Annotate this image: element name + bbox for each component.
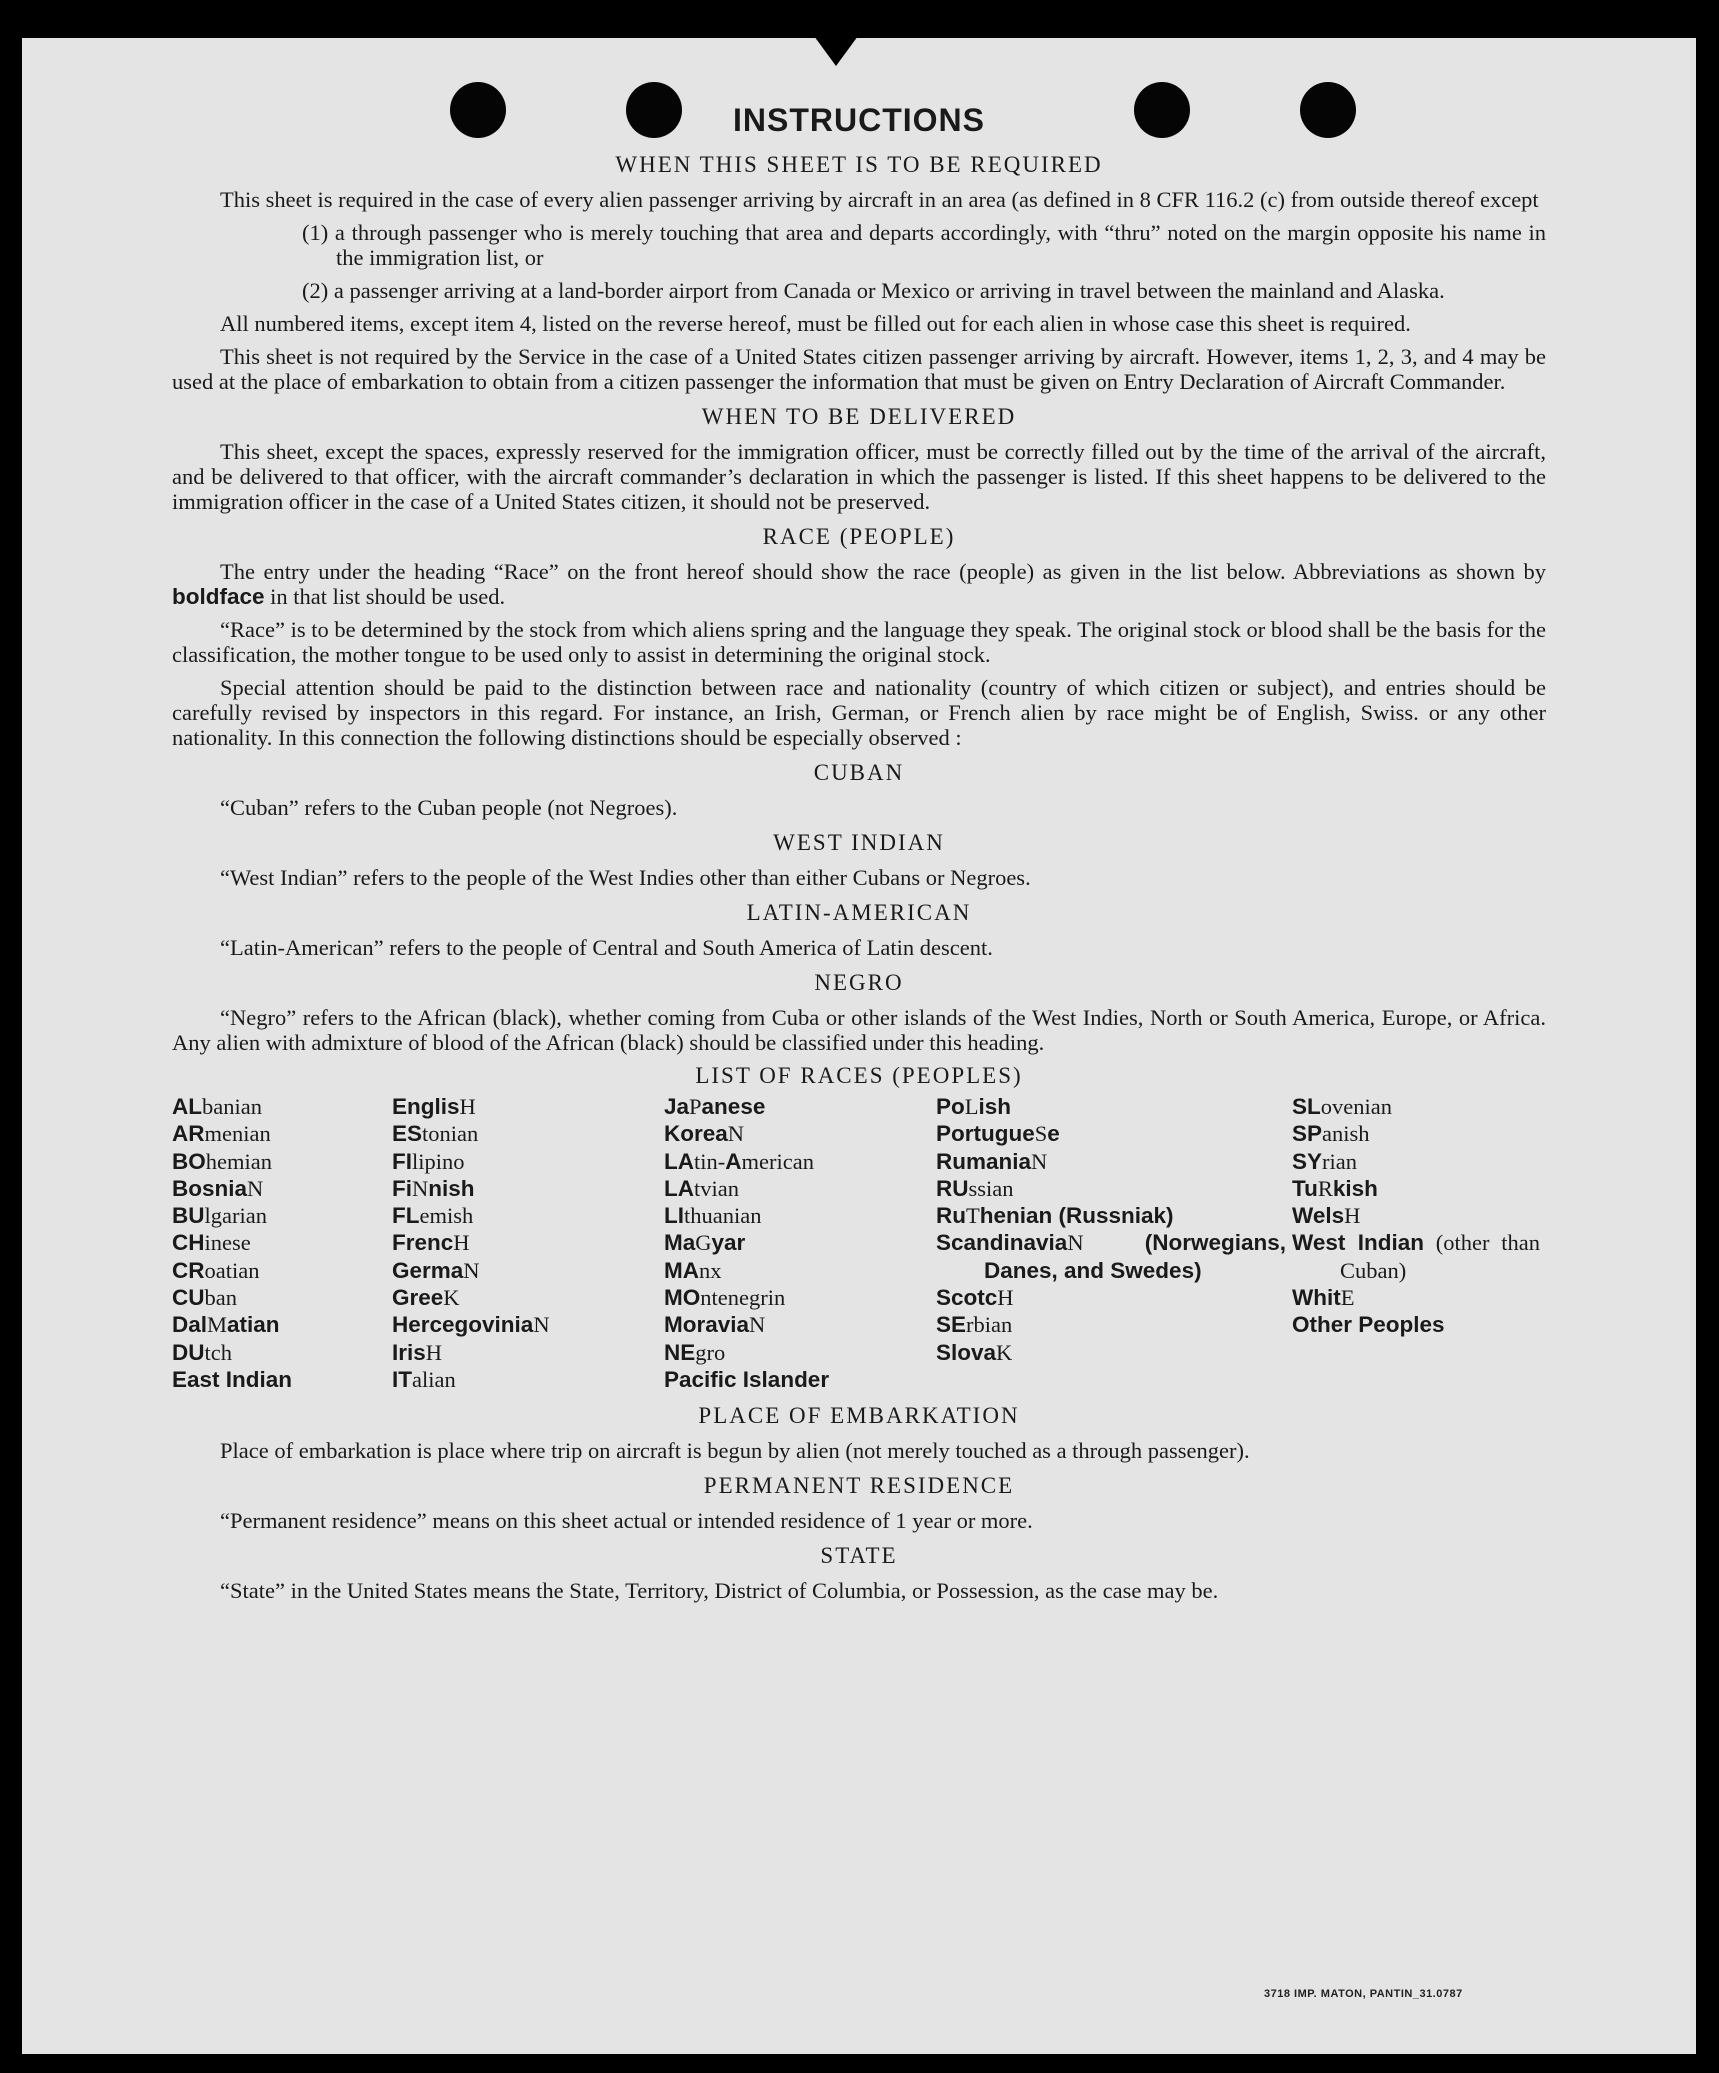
race-entry: TuRkish [1292, 1175, 1378, 1201]
paper-notch [814, 38, 858, 66]
para-race-stock: “Race” is to be determined by the stock from which aliens spring and the language they speak. The original stock or blood shall be the basis for the classification, the mother tongue to be used only to assist in determining the original stock. [172, 617, 1546, 667]
race-entry: BUlgarian [172, 1203, 267, 1229]
heading-west-indian: WEST INDIAN [773, 830, 945, 855]
race-entry: Other Peoples [1292, 1312, 1445, 1338]
race-entry: Pacific Islander [664, 1366, 830, 1392]
item-1: (1) a through passenger who is merely touching that area and departs accordingly, with “thru” noted on the margin opposite his name in the immigration list, or [302, 220, 1546, 270]
race-entry: East Indian [172, 1366, 293, 1392]
race-entry: RumaniaN [936, 1148, 1048, 1174]
heading-list-of-races: LIST OF RACES (PEOPLES) [695, 1063, 1023, 1088]
race-entry: SYrian [1292, 1148, 1357, 1174]
races-column [1292, 1093, 1546, 1393]
race-entry: FIlipino [392, 1148, 465, 1174]
race-entry: BosniaN [172, 1175, 264, 1201]
text-latin-american: “Latin-American” refers to the people of Central and South America of Latin descent. [220, 935, 993, 960]
races-column [172, 1093, 392, 1393]
races-list [172, 1093, 1546, 1393]
races-column [936, 1093, 1292, 1393]
race-entry: EnglisH [392, 1094, 476, 1119]
race-entry: ITalian [392, 1366, 456, 1392]
text-cuban: “Cuban” refers to the Cuban people (not Negroes). [220, 795, 678, 820]
para-race-nationality: Special attention should be paid to the distinction between race and nationality (country of which citizen or subject), and entries should be carefully revised by inspectors in this regard. For instance, an Irish, German, or French alien by race might be of English, Swiss. or any other nationality. In this connection the following distinctions should be especially observed : [172, 675, 1546, 750]
race-entry: FLemish [392, 1203, 474, 1229]
race-entry: MOntenegrin [664, 1285, 786, 1311]
heading-state: STATE [820, 1543, 898, 1569]
race-entry: BOhemian [172, 1148, 272, 1174]
race-entry: MaGyar [664, 1230, 746, 1256]
para-delivered: This sheet, except the spaces, expressly reserved for the immigration officer, must be correctly filled out by the time of the arrival of the aircraft, and be delivered to that officer, with the aircraft commander’s declaration in which the passenger is listed. If this sheet happens to be delivered to the immigration officer in the case of a United States citizen, it should not be preserved. [172, 439, 1546, 514]
item-2: (2) a passenger arriving at a land-border airport from Canada or Mexico or arriving in travel between the mainland and Alaska. [302, 278, 1445, 303]
race-entry: ScandinaviaN (Norwegians, Danes, and Swedes) [936, 1230, 1286, 1283]
boldface-word: boldface [172, 584, 265, 609]
heading-latin-american: LATIN-AMERICAN [746, 900, 972, 925]
heading-embarkation: PLACE OF EMBARKATION [698, 1403, 1020, 1429]
race-entry: LIthuanian [664, 1203, 762, 1229]
race-entry: WhitE [1292, 1285, 1355, 1311]
page-title: INSTRUCTIONS [733, 102, 985, 138]
race-entry: SLovenian [1292, 1094, 1392, 1119]
race-entry: DalMatian [172, 1312, 280, 1338]
race-entry: SlovaK [936, 1339, 1013, 1365]
race-entry: FrencH [392, 1230, 470, 1256]
race-entry: EStonian [392, 1121, 479, 1147]
heading-negro: NEGRO [814, 970, 904, 995]
race-entry: FiNnish [392, 1175, 475, 1201]
text-west-indian: “West Indian” refers to the people of the West Indies other than either Cubans or Negroes. [220, 865, 1031, 890]
heading-when-required: WHEN THIS SHEET IS TO BE REQUIRED [615, 152, 1103, 177]
instructions-body [172, 102, 1546, 1611]
heading-residence: PERMANENT RESIDENCE [703, 1473, 1015, 1499]
text-state: “State” in the United States means the State, Territory, District of Columbia, or Possession, as the case may be. [220, 1578, 1219, 1604]
race-entry: ScotcH [936, 1285, 1014, 1311]
text-negro: “Negro” refers to the African (black), whether coming from Cuba or other islands of the West Indies, North or South America, Europe, or Africa. Any alien with admixture of blood of the African (black) should be classified under this heading. [172, 1005, 1546, 1055]
race-entry: GermaN [392, 1257, 480, 1283]
race-entry: RUssian [936, 1175, 1014, 1201]
race-entry: LAtvian [664, 1175, 739, 1201]
race-entry: SPanish [1292, 1121, 1370, 1147]
race-entry: WelsH [1292, 1203, 1361, 1229]
para-numbered-items: All numbered items, except item 4, listed on the reverse hereof, must be filled out for each alien in whose case this sheet is required. [220, 311, 1411, 336]
document-sheet [22, 38, 1696, 2054]
races-column [664, 1093, 936, 1393]
heading-race: RACE (PEOPLE) [762, 524, 956, 549]
race-entry: SErbian [936, 1312, 1013, 1338]
race-entry: ALbanian [172, 1094, 262, 1119]
race-entry: PortugueSe [936, 1121, 1060, 1147]
text-residence: “Permanent residence” means on this sheet actual or intended residence of 1 year or more. [220, 1508, 1033, 1534]
printer-imprint: 3718 IMP. MATON, PANTIN_31.0787 [1264, 1988, 1463, 2000]
heading-when-delivered: WHEN TO BE DELIVERED [701, 404, 1017, 429]
race-entry: IrisH [392, 1339, 443, 1365]
race-entry: JaPanese [664, 1094, 766, 1119]
race-entry: CUban [172, 1285, 237, 1311]
race-entry: DUtch [172, 1339, 232, 1365]
para-required: This sheet is required in the case of every alien passenger arriving by aircraft in an area (as defined in 8 CFR 116.2 (c) from outside thereof except [220, 187, 1539, 212]
race-entry: RuThenian (Russniak) [936, 1203, 1174, 1229]
races-column [392, 1093, 664, 1393]
race-entry: LAtin-American [664, 1148, 814, 1174]
race-entry: KoreaN [664, 1121, 745, 1147]
text-embarkation: Place of embarkation is place where trip on aircraft is begun by alien (not merely touched as a through passenger). [220, 1438, 1250, 1464]
race-entry: GreeK [392, 1285, 460, 1311]
race-entry: PoLish [936, 1094, 1012, 1119]
race-entry: West Indian (other than Cuban) [1292, 1230, 1540, 1283]
race-entry: NEgro [664, 1339, 726, 1365]
heading-cuban: CUBAN [813, 760, 905, 785]
race-entry: HercegoviniaN [392, 1312, 550, 1338]
race-entry: MoraviaN [664, 1312, 766, 1338]
race-entry: CRoatian [172, 1257, 260, 1283]
race-entry: CHinese [172, 1230, 251, 1256]
para-race-entry: The entry under the heading “Race” on the front hereof should show the race (people) as given in the list below. Abbreviations as shown by boldface in that list should be used. [172, 559, 1546, 609]
para-citizen: This sheet is not required by the Service in the case of a United States citizen passenger arriving by aircraft. However, items 1, 2, 3, and 4 may be used at the place of embarkation to obtain from a citizen passenger the information that must be given on Entry Declaration of Aircraft Commander. [172, 344, 1546, 394]
race-entry: ARmenian [172, 1121, 271, 1147]
race-entry: MAnx [664, 1257, 722, 1283]
